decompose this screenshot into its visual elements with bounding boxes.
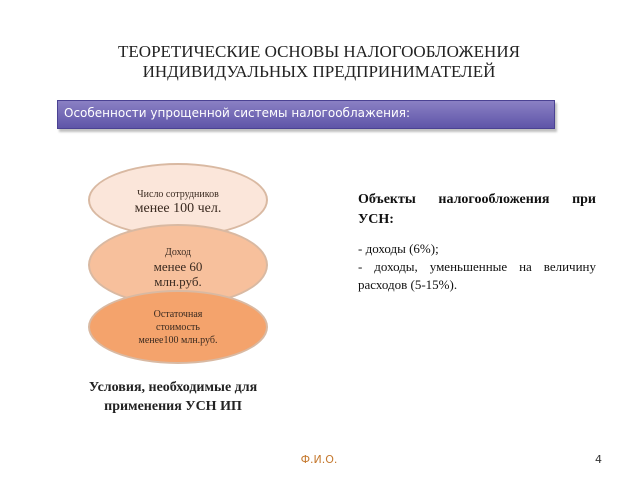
condition-residual-line-2: стоимость xyxy=(156,321,200,333)
caption-line-1: Условия, необходимые для xyxy=(88,380,258,395)
condition-employees-value: менее 100 чел. xyxy=(134,201,222,216)
tax-objects-block xyxy=(358,190,596,294)
tax-object-income: - доходы (6%); xyxy=(358,241,439,256)
tax-object-income-minus-expenses: - доходы, уменьшенные на величину расходов (5-15%). xyxy=(358,259,596,292)
caption-line-2: применения УСН ИП xyxy=(104,399,242,414)
title-line-1: ТЕОРЕТИЧЕСКИЕ ОСНОВЫ НАЛОГООБЛОЖЕНИЯ xyxy=(118,42,520,61)
condition-residual-value xyxy=(88,290,268,364)
condition-income-value-1: менее 60 xyxy=(153,259,203,274)
condition-residual-line-3: менее100 млн.руб. xyxy=(138,334,218,346)
condition-income-label: Доход xyxy=(165,247,191,258)
tax-objects-heading: Объекты налогообложения при УСН: xyxy=(358,192,596,227)
conditions-caption xyxy=(62,378,284,416)
condition-employees-label: Число сотрудников xyxy=(137,189,219,200)
banner-text: Особенности упрощенной системы налогооблажения: xyxy=(64,106,411,120)
slide-title xyxy=(20,42,618,82)
page-number: 4 xyxy=(595,453,602,466)
section-banner xyxy=(57,100,555,129)
condition-income-value-2: млн.руб. xyxy=(154,274,202,289)
condition-residual-line-1: Остаточная xyxy=(153,308,203,320)
title-line-2: ИНДИВИДУАЛЬНЫХ ПРЕДПРИНИМАТЕЛЕЙ xyxy=(142,62,496,81)
footer-author: Ф.И.О. xyxy=(300,453,338,466)
